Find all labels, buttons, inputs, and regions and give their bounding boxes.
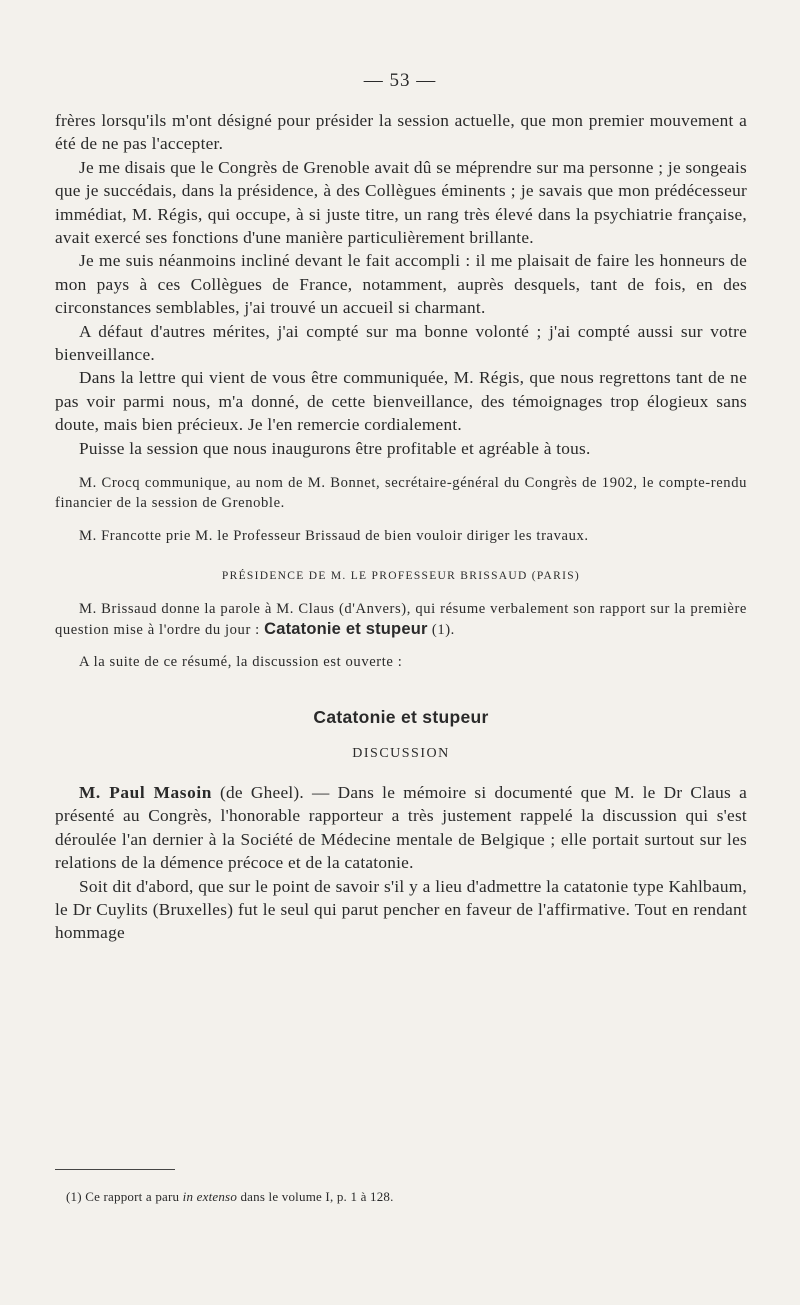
proceedings-note-francotte: M. Francotte prie M. le Professeur Brissaud de bien vouloir diriger les travaux. (79, 528, 589, 545)
proceedings-note-suite: A la suite de ce résumé, la discussion est ouverte : (79, 654, 403, 671)
proceedings-notes (55, 473, 747, 672)
footnote (66, 1189, 746, 1205)
proceedings-note-brissaud (55, 599, 747, 640)
footnote-italic: in extenso (182, 1189, 238, 1204)
footnote-text: Ce rapport a paru (81, 1189, 183, 1204)
page-number: — 53 — (363, 70, 437, 91)
footnote-ref: (1). (431, 622, 455, 639)
discussion-paragraph (55, 781, 747, 875)
section-subtitle: DISCUSSION (352, 745, 450, 761)
speaker-name: M. Paul Masoin (79, 782, 212, 802)
discussion-text: (de Gheel). — Dans le mémoire si documenté que M. le Dr Claus a présenté au Congrès, l'honorable rapporteur a très justement rappelé la discussion qui s'est déroulée l'an dernier à la Société de Médecine mentale de Belgique ; elle portait surtout sur les relations de la démence précoce et de la catatonie. (55, 782, 747, 873)
discussion-paragraph: Soit dit d'abord, que sur le point de savoir s'il y a lieu d'admettre la catatonie type Kahlbaum, le Dr Cuylits (Bruxelles) fut le seul qui parut pencher en faveur de l'affirmative. Tout en rendant hommage (55, 876, 747, 943)
footnote-text-end: dans le volume I, p. 1 à 128. (237, 1189, 394, 1204)
footnote-marker: (1) (66, 1189, 82, 1204)
proceedings-note-crocq: M. Crocq communique, au nom de M. Bonnet, secrétaire-général du Congrès de 1902, le compte-rendu financier de la session de Grenoble. (55, 475, 747, 512)
topic-title-inline: Catatonie et stupeur (264, 620, 428, 639)
brissaud-text: M. Brissaud donne la parole à M. Claus (d'Anvers), qui résume verbalement son rapport sur la première question mise à l'ordre du jour : (55, 601, 747, 639)
presidence-heading: PRÉSIDENCE DE M. LE PROFESSEUR BRISSAUD (PARIS) (221, 570, 581, 583)
footnote-divider (55, 1169, 175, 1170)
paragraph: frères lorsqu'ils m'ont désigné pour présider la session actuelle, que mon premier mouvement a été de ne pas l'accepter. (55, 111, 747, 154)
paragraph: Puisse la session que nous inaugurons être profitable et agréable à tous. (79, 438, 591, 458)
paragraph: Je me disais que le Congrès de Grenoble avait dû se méprendre sur ma personne ; je songeais que je succédais, dans la présidence, à des Collègues éminents ; je savais que mon prédécesseur immédiat, M. Régis, qui occupe, à si juste titre, un rang très élevé dans la psychiatrie française, avait exercé ses fonctions d'une manière particulièrement brillante. (55, 157, 747, 248)
body-text (55, 109, 747, 945)
section-title: Catatonie et stupeur (313, 707, 489, 728)
paragraph: Dans la lettre qui vient de vous être communiquée, M. Régis, que nous regrettons tant de ne pas voir parmi nous, m'a donné, de cette bienveillance, des témoignages trop élogieux sans doute, mais bien précieux. Je l'en remercie cordialement. (55, 368, 747, 435)
paragraph: A défaut d'autres mérites, j'ai compté sur ma bonne volonté ; j'ai compté aussi sur votre bienveillance. (55, 321, 747, 365)
paragraph: Je me suis néanmoins incliné devant le fait accompli : il me plaisait de faire les honneurs de mon pays à ces Collègues de France, notamment, auprès desquels, tant de fois, en des circonstances semblables, j'ai trouvé un accueil si charmant. (55, 251, 747, 318)
